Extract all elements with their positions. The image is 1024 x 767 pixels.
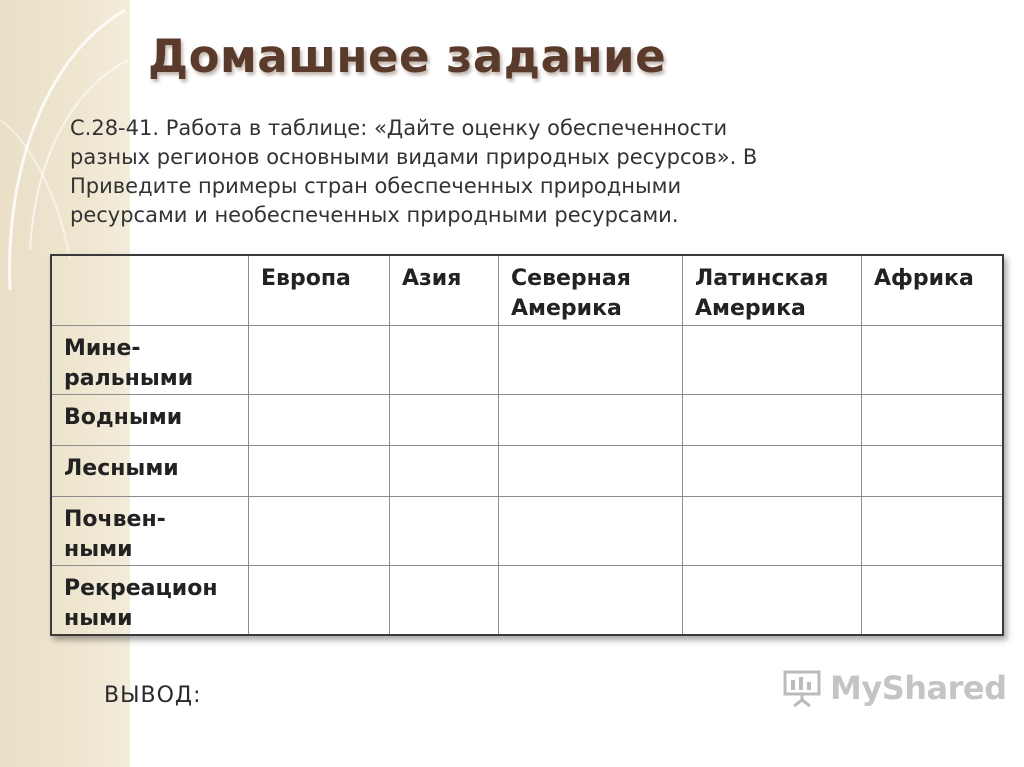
- empty-cell: [390, 325, 499, 394]
- empty-cell: [249, 565, 390, 635]
- table-row: [51, 394, 1003, 445]
- row-label-mineral: Мине- ральными: [51, 325, 249, 394]
- conclusion-label: ВЫВОД:: [104, 683, 202, 708]
- empty-cell: [862, 445, 1004, 496]
- empty-cell: [390, 445, 499, 496]
- empty-cell: [683, 496, 862, 565]
- row-label-forest: Лесными: [51, 445, 249, 496]
- table-row: [51, 496, 1003, 565]
- task-line: разных регионов основными видами природных ресурсов». В: [70, 145, 758, 169]
- empty-cell: [249, 394, 390, 445]
- task-line: ресурсами и необеспеченных природными ресурсами.: [70, 203, 679, 227]
- task-line: С.28-41. Работа в таблице: «Дайте оценку обеспеченности: [70, 116, 728, 140]
- empty-cell: [499, 394, 683, 445]
- table-row: [51, 325, 1003, 394]
- empty-cell: [390, 565, 499, 635]
- empty-cell: [862, 496, 1004, 565]
- watermark-text: MyShared: [830, 669, 1007, 707]
- empty-cell: [390, 394, 499, 445]
- task-text: [70, 114, 970, 230]
- empty-cell: [862, 565, 1004, 635]
- header-asia: Азия: [390, 255, 499, 325]
- empty-cell: [499, 325, 683, 394]
- header-africa: Африка: [862, 255, 1004, 325]
- empty-cell: [249, 325, 390, 394]
- empty-cell: [499, 496, 683, 565]
- empty-cell: [683, 325, 862, 394]
- task-line: Приведите примеры стран обеспеченных природными: [70, 174, 682, 198]
- header-north-america: Северная Америка: [499, 255, 683, 325]
- slide-title: Домашнее задание: [148, 30, 667, 83]
- row-label-recreational: Рекреацион ными: [51, 565, 249, 635]
- empty-cell: [683, 445, 862, 496]
- empty-cell: [862, 394, 1004, 445]
- empty-cell: [499, 565, 683, 635]
- row-label-soil: Почвен- ными: [51, 496, 249, 565]
- table-row: [51, 565, 1003, 635]
- watermark: [782, 668, 1007, 708]
- empty-cell: [390, 496, 499, 565]
- empty-cell: [249, 496, 390, 565]
- table-row: [51, 445, 1003, 496]
- empty-cell: [249, 445, 390, 496]
- row-label-water: Водными: [51, 394, 249, 445]
- empty-cell: [683, 394, 862, 445]
- presentation-board-icon: [782, 668, 822, 708]
- header-latin-america: Латинская Америка: [683, 255, 862, 325]
- header-europe: Европа: [249, 255, 390, 325]
- empty-cell: [499, 445, 683, 496]
- empty-cell: [683, 565, 862, 635]
- table-header-row: [51, 255, 1003, 325]
- resources-table: [50, 254, 1004, 636]
- header-corner-cell: [51, 255, 249, 325]
- empty-cell: [862, 325, 1004, 394]
